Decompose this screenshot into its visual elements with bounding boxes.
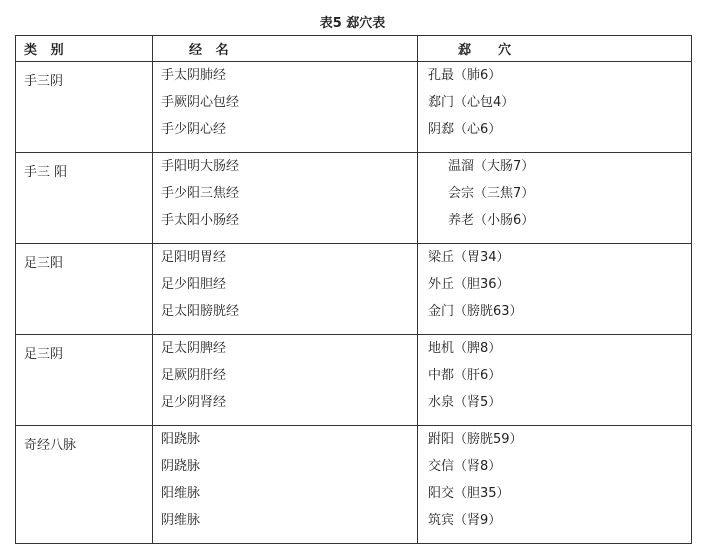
category-label: 足三阳	[24, 256, 64, 271]
header-meridian: 经 名	[153, 36, 418, 62]
header-xi-point: 郄 穴	[418, 36, 692, 62]
xi-point: 郄门（心包4）	[428, 95, 515, 110]
meridian-cell	[153, 335, 418, 426]
meridian-name: 手太阴肺经	[161, 68, 227, 83]
category-label: 足三阴	[24, 347, 64, 362]
meridian-name: 手阳明大肠经	[161, 159, 240, 174]
xi-point: 养老（小肠6）	[448, 213, 535, 228]
xi-point: 外丘（胆36）	[428, 277, 510, 292]
xi-point: 阴郄（心6）	[428, 122, 502, 137]
table-row	[16, 335, 692, 426]
category-label: 奇经八脉	[24, 438, 77, 453]
category-cell	[16, 153, 153, 244]
point-cell	[418, 426, 692, 544]
xi-point: 筑宾（肾9）	[428, 513, 502, 528]
category-label: 手三 阳	[24, 165, 68, 180]
table-row	[16, 244, 692, 335]
xi-point: 交信（肾8）	[428, 459, 502, 474]
meridian-name: 阳维脉	[161, 486, 201, 501]
xi-points-table	[15, 35, 692, 544]
xi-point: 会宗（三焦7）	[448, 186, 535, 201]
meridian-cell	[153, 153, 418, 244]
xi-point: 中都（肝6）	[428, 368, 502, 383]
meridian-name: 足少阳胆经	[161, 277, 227, 292]
meridian-name: 足太阳膀胱经	[161, 304, 240, 319]
meridian-cell	[153, 244, 418, 335]
point-cell	[418, 62, 692, 153]
point-cell	[418, 153, 692, 244]
xi-point: 水泉（肾5）	[428, 395, 502, 410]
point-cell	[418, 335, 692, 426]
table-caption: 表5 郄穴表	[319, 16, 386, 31]
meridian-name: 足太阴脾经	[161, 341, 227, 356]
table-row	[16, 62, 692, 153]
meridian-name: 手厥阴心包经	[161, 95, 240, 110]
meridian-name: 阳跷脉	[161, 432, 201, 447]
xi-point: 梁丘（胃34）	[428, 250, 510, 265]
category-cell	[16, 335, 153, 426]
point-cell	[418, 244, 692, 335]
meridian-name: 足少阴肾经	[161, 395, 227, 410]
category-label: 手三阴	[24, 74, 64, 89]
category-cell	[16, 62, 153, 153]
category-cell	[16, 426, 153, 544]
meridian-cell	[153, 426, 418, 544]
xi-point: 地机（脾8）	[428, 341, 502, 356]
header-category: 类 别	[16, 36, 153, 62]
header-row	[16, 36, 692, 62]
meridian-name: 足厥阴肝经	[161, 368, 227, 383]
meridian-cell	[153, 62, 418, 153]
meridian-name: 阴维脉	[161, 513, 201, 528]
xi-point: 金门（膀胱63）	[428, 304, 523, 319]
meridian-name: 足阳明胃经	[161, 250, 227, 265]
table-row	[16, 426, 692, 544]
meridian-name: 手少阴心经	[161, 122, 227, 137]
xi-point: 跗阳（膀胱59）	[428, 432, 523, 447]
meridian-name: 手太阳小肠经	[161, 213, 240, 228]
xi-point: 阳交（胆35）	[428, 486, 510, 501]
category-cell	[16, 244, 153, 335]
meridian-name: 阴跷脉	[161, 459, 201, 474]
meridian-name: 手少阳三焦经	[161, 186, 240, 201]
xi-point: 孔最（肺6）	[428, 68, 502, 83]
xi-point: 温溜（大肠7）	[448, 159, 535, 174]
table-row	[16, 153, 692, 244]
